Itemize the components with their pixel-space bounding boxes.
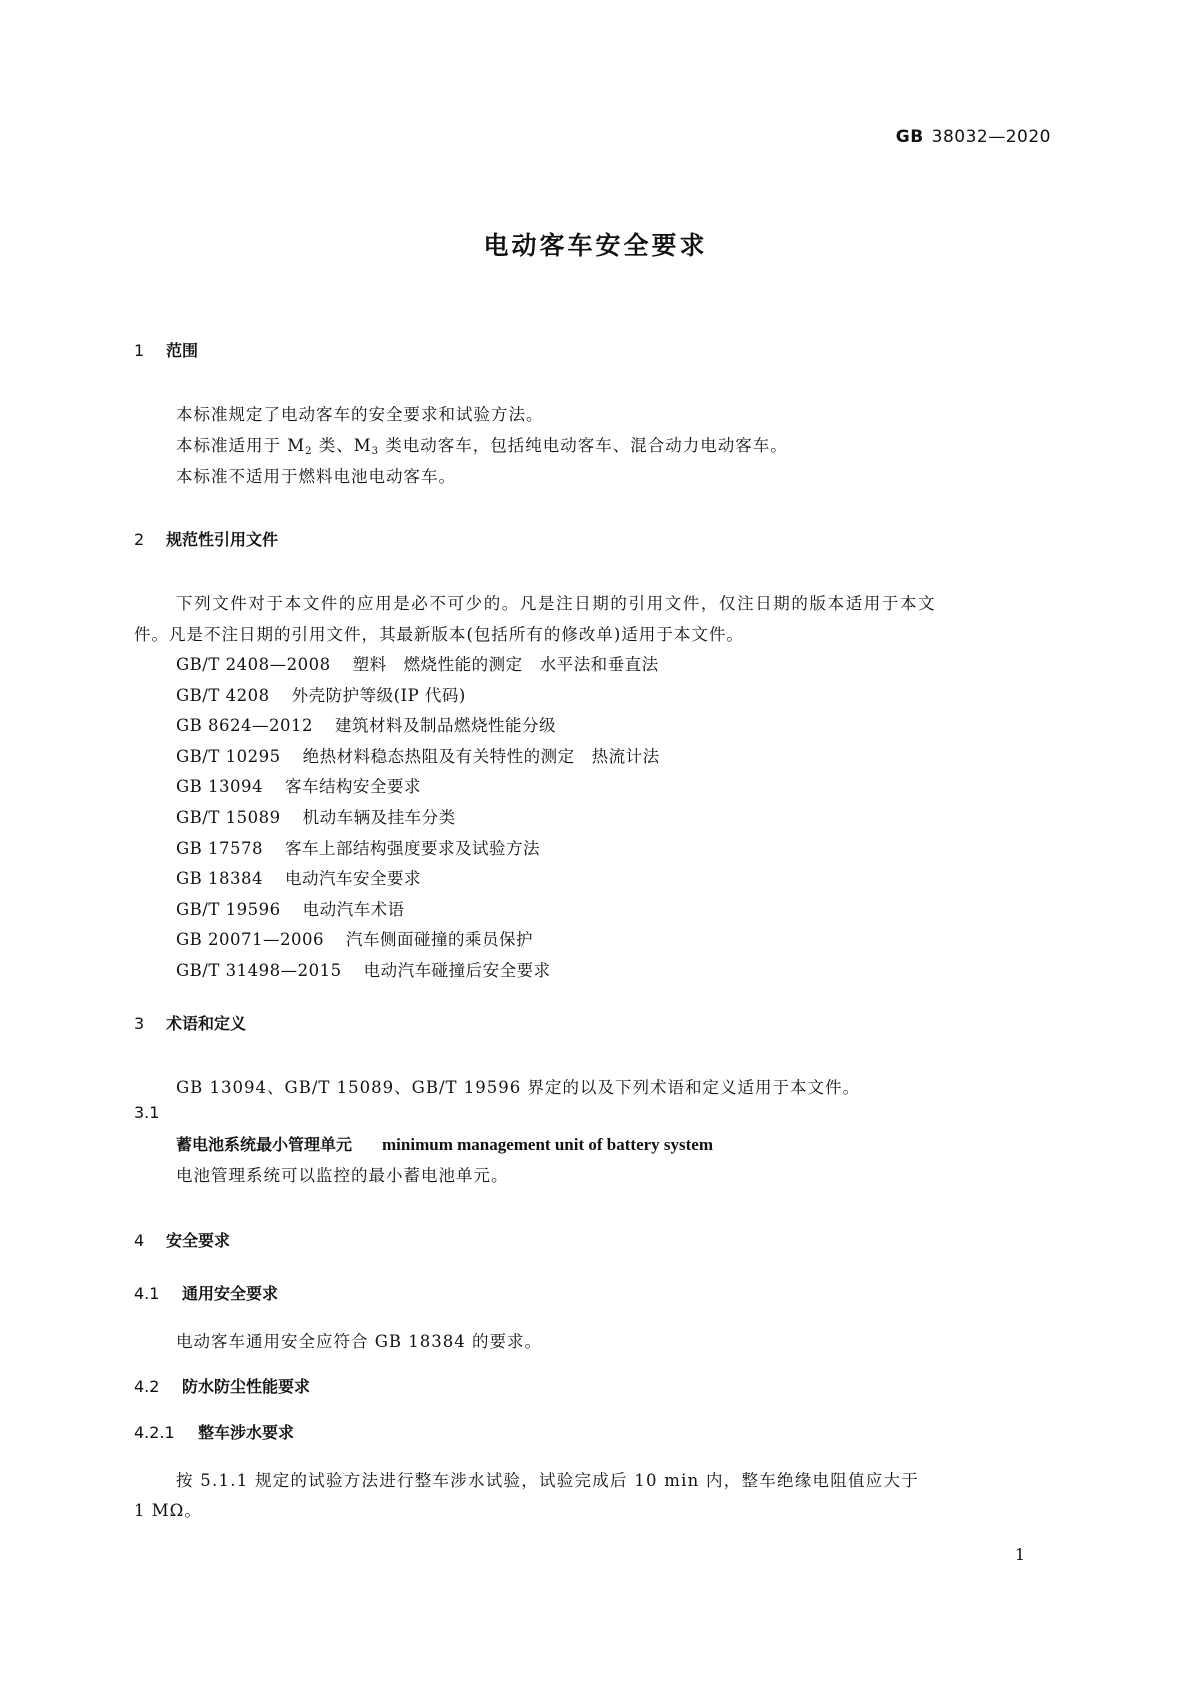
- reference-item: GB 8624—2012 建筑材料及制品燃烧性能分级: [176, 716, 557, 736]
- scope-paragraph-1: 本标准规定了电动客车的安全要求和试验方法。: [176, 405, 544, 424]
- reference-item: GB/T 15089 机动车辆及挂车分类: [176, 807, 456, 827]
- reference-item: GB/T 19596 电动汽车术语: [176, 899, 405, 919]
- term-english: minimum management unit of battery system: [382, 1135, 714, 1154]
- document-title: 电动客车安全要求: [483, 231, 708, 260]
- section-4-2-1-line-1: 按 5.1.1 规定的试验方法进行整车涉水试验，试验完成后 10 min 内，整车绝缘电阻值应大于: [176, 1471, 920, 1490]
- reference-item: GB 18384 电动汽车安全要求: [176, 869, 422, 889]
- section-4-2-heading: 4.2 防水防尘性能要求: [134, 1377, 311, 1396]
- normative-references-list: [176, 650, 660, 987]
- reference-item: GB/T 31498—2015 电动汽车碰撞后安全要求: [176, 960, 551, 980]
- section-4-1-text: 电动客车通用安全应符合 GB 18384 的要求。: [176, 1332, 543, 1351]
- section-4-1-heading: 4.1 通用安全要求: [134, 1284, 279, 1303]
- term-chinese: 蓄电池系统最小管理单元: [176, 1135, 353, 1154]
- reference-item: GB/T 2408—2008 塑料 燃烧性能的测定 水平法和垂直法: [176, 655, 659, 674]
- section-1-heading: 1 范围: [134, 341, 199, 360]
- standard-code: GB 38032—2020: [895, 127, 1051, 147]
- scope-paragraph-2: 本标准适用于 $M_2$ 类、$M_3$ 类电动客车，包括纯电动客车、混合动力电动客车。: [176, 436, 788, 457]
- reference-item: GB/T 10295 绝热材料稳态热阻及有关特性的测定 热流计法: [176, 746, 660, 766]
- reference-item: GB 20071—2006 汽车侧面碰撞的乘员保护: [176, 930, 534, 950]
- section-4-2-1-line-2: 1 MΩ。: [134, 1501, 202, 1520]
- page-number: 1: [1014, 1545, 1025, 1564]
- references-intro-line-1: 下列文件对于本文件的应用是必不可少的。凡是注日期的引用文件，仅注日期的版本适用于本文: [176, 594, 937, 613]
- section-3-heading: 3 术语和定义: [134, 1014, 247, 1033]
- section-4-heading: 4 安全要求: [134, 1231, 231, 1250]
- reference-item: GB 17578 客车上部结构强度要求及试验方法: [176, 838, 541, 858]
- term-number: 3.1: [134, 1103, 160, 1122]
- section-2-heading: 2 规范性引用文件: [134, 530, 279, 549]
- section-4-2-1-heading: 4.2.1 整车涉水要求: [134, 1423, 295, 1442]
- references-intro-line-2: 件。凡是不注日期的引用文件，其最新版本(包括所有的修改单)适用于本文件。: [134, 625, 744, 644]
- term-heading: [176, 1132, 713, 1155]
- scope-paragraph-3: 本标准不适用于燃料电池电动客车。: [176, 467, 456, 486]
- reference-item: GB 13094 客车结构安全要求: [176, 777, 422, 797]
- term-definition: 电池管理系统可以监控的最小蓄电池单元。: [176, 1166, 509, 1185]
- reference-item: GB/T 4208 外壳防护等级(IP 代码): [176, 685, 466, 705]
- terms-intro: GB 13094、GB/T 15089、GB/T 19596 界定的以及下列术语和定义适用于本文件。: [176, 1078, 860, 1097]
